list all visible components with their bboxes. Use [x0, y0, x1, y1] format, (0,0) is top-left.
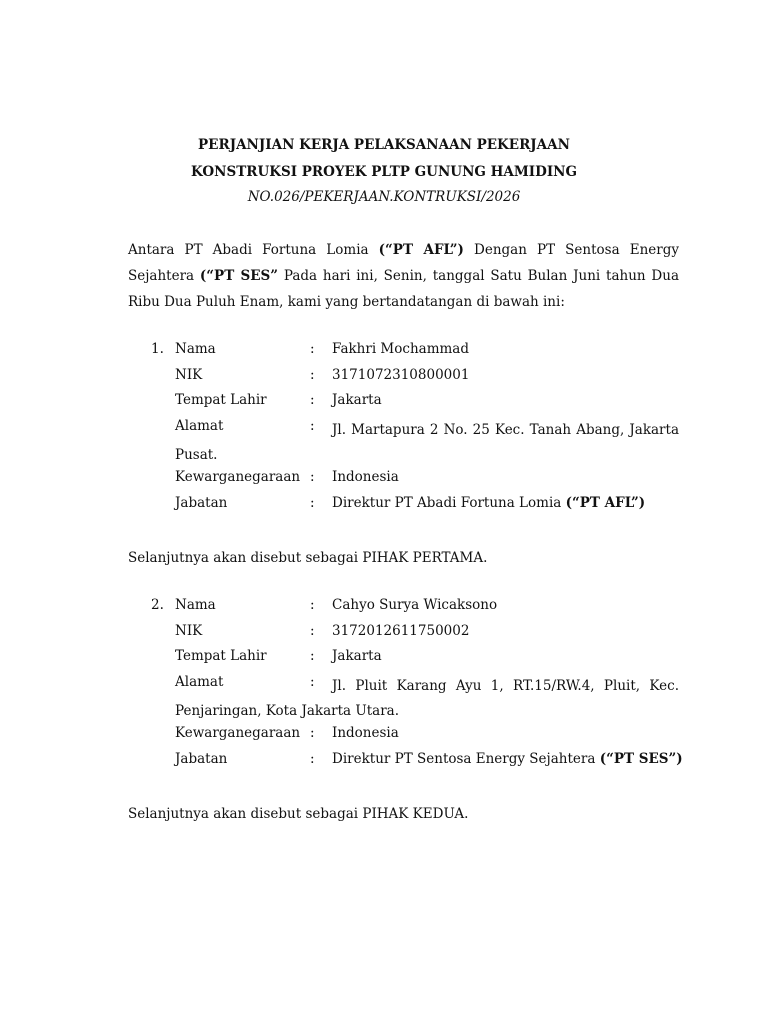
party-2-designation: Selanjutnya akan disebut sebagai PIHAK KEDUA.: [128, 806, 469, 822]
field-label: Jabatan: [175, 750, 228, 767]
field-separator: :: [310, 724, 315, 741]
intro-text-3: Pada hari ini, Senin, tanggal Satu Bulan Juni tahun Dua Ribu Dua Puluh Enam, kami yang bertandatangan di bawah ini:: [128, 268, 679, 310]
party-1-designation: Selanjutnya akan disebut sebagai PIHAK PERTAMA.: [128, 550, 488, 566]
party-1-nik-row: [0, 367, 768, 393]
intro-text-2: Dengan PT Sentosa Energy Sejahtera: [128, 242, 679, 284]
party-2-nama: Cahyo Surya Wicaksono: [332, 597, 498, 613]
party-2-jabatan-row: [0, 751, 768, 777]
party-2-jabatan: [332, 751, 683, 767]
party-1-number: 1.: [151, 341, 164, 357]
field-separator: :: [310, 341, 315, 357]
intro-ses: (“PT SES”: [199, 268, 279, 284]
party-2-number: 2.: [151, 597, 164, 613]
field-label: Nama: [175, 341, 216, 357]
party-1-tempat-row: [0, 392, 768, 418]
party-2-nama-row: [0, 597, 768, 623]
party-2-nik: 3172012611750002: [332, 622, 470, 639]
field-separator: :: [310, 648, 315, 665]
jabatan-text: Direktur PT Sentosa Energy Sejahtera: [332, 750, 600, 767]
party-1-nama-row: [0, 341, 768, 367]
party-1-jabatan: [332, 495, 645, 511]
field-separator: :: [310, 468, 315, 485]
field-label: NIK: [175, 366, 203, 383]
intro-afl: (“PT AFL”): [378, 242, 464, 258]
field-label: Tempat Lahir: [175, 392, 267, 409]
party-1-jabatan-row: [0, 495, 768, 521]
party-1-tempat: Jakarta: [332, 392, 382, 409]
field-label: Kewarganegaraan: [175, 468, 301, 485]
party-2-alamat: Jl. Pluit Karang Ayu 1, RT.15/RW.4, Pluit, Kec. Penjaringan, Kota Jakarta Utara.: [175, 677, 679, 720]
agreement-number: NO.026/PEKERJAAN.KONTRUKSI/2026: [247, 189, 521, 205]
party-2-tempat: Jakarta: [332, 648, 382, 665]
field-label: Nama: [175, 597, 216, 613]
field-separator: :: [310, 417, 315, 434]
field-separator: :: [310, 622, 315, 639]
party-2-kewarganegaraan: Indonesia: [332, 724, 399, 741]
party-1-alamat-row: [0, 418, 768, 469]
party-2-tempat-row: [0, 648, 768, 674]
field-separator: :: [310, 597, 315, 613]
field-label: Jabatan: [175, 494, 228, 511]
party-1-alamat: Jl. Martapura 2 No. 25 Kec. Tanah Abang, Jakarta Pusat.: [175, 421, 679, 464]
party-2-kw-row: [0, 725, 768, 751]
party-2-list: [0, 597, 768, 776]
party-1-nik: 3171072310800001: [332, 366, 470, 383]
field-separator: :: [310, 392, 315, 409]
jabatan-text: Direktur PT Abadi Fortuna Lomia: [332, 494, 566, 511]
intro-paragraph: [128, 237, 679, 315]
jabatan-abbrev: (“PT SES”): [599, 750, 683, 767]
party-1-list: [0, 341, 768, 520]
party-1-nama: Fakhri Mochammad: [332, 341, 469, 357]
intro-text-1: Antara PT Abadi Fortuna Lomia: [128, 242, 379, 258]
party-2-alamat-row: [0, 674, 768, 725]
party-1-kw-row: [0, 469, 768, 495]
field-label: Kewarganegaraan: [175, 724, 301, 741]
field-label: NIK: [175, 622, 203, 639]
field-label: Alamat: [175, 417, 224, 434]
field-label: Tempat Lahir: [175, 648, 267, 665]
field-separator: :: [310, 494, 315, 511]
field-separator: :: [310, 366, 315, 383]
jabatan-abbrev: (“PT AFL”): [565, 494, 646, 511]
title-line-1: PERJANJIAN KERJA PELAKSANAAN PEKERJAAN: [198, 137, 570, 153]
field-label: Alamat: [175, 673, 224, 690]
title-line-2: KONSTRUKSI PROYEK PLTP GUNUNG HAMIDING: [190, 164, 578, 180]
field-separator: :: [310, 673, 315, 690]
party-1-kewarganegaraan: Indonesia: [332, 468, 399, 485]
party-2-nik-row: [0, 623, 768, 649]
field-separator: :: [310, 750, 315, 767]
